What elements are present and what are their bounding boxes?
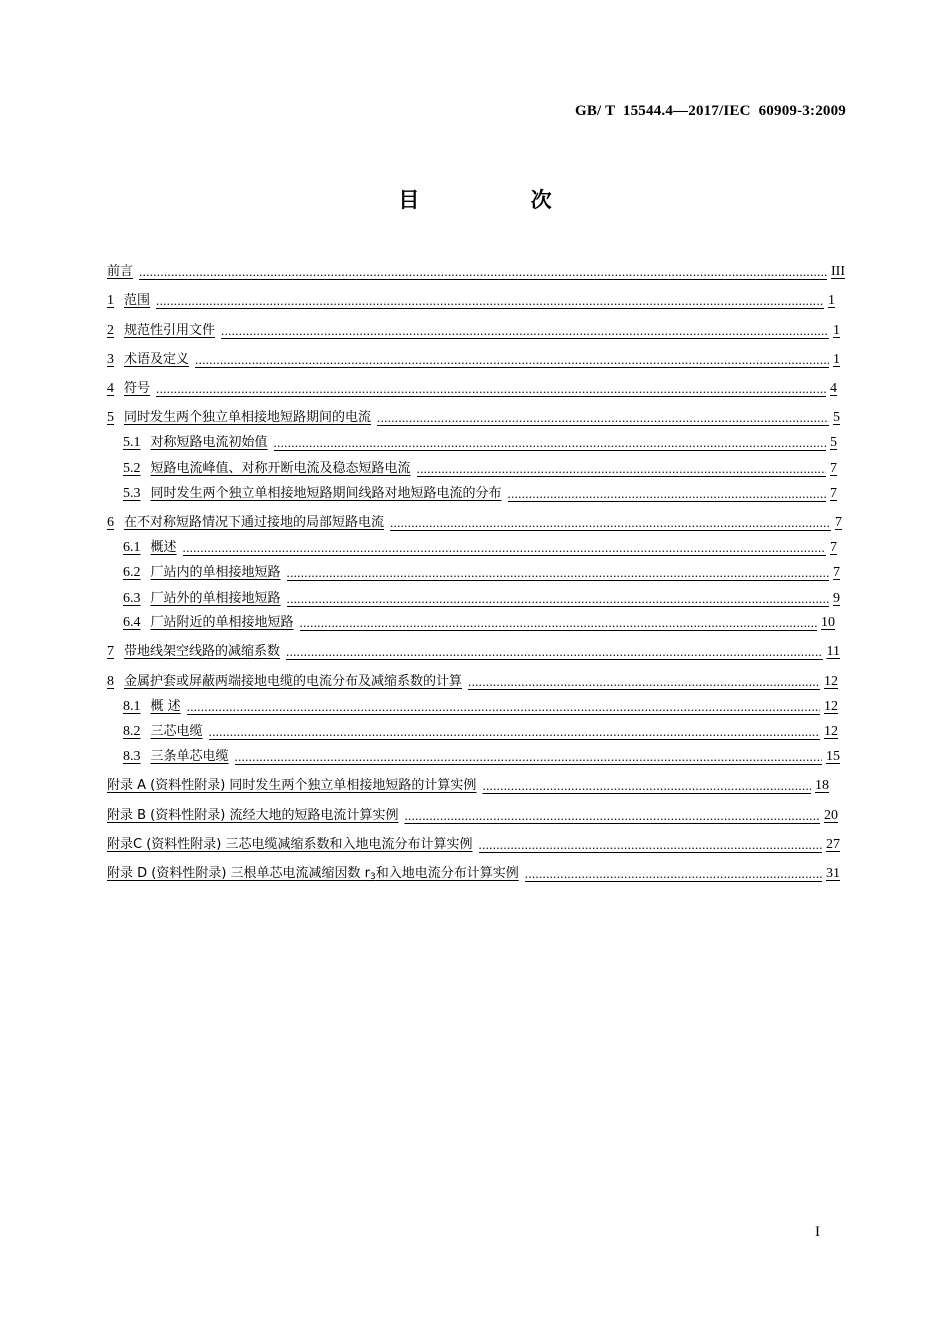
toc-entry-label: 三芯电缆 xyxy=(150,724,203,739)
toc-entry-page: 7 xyxy=(835,515,842,530)
toc-entry-page: 11 xyxy=(826,644,840,659)
toc-entry-6-3[interactable] xyxy=(123,589,840,609)
toc-entry-page: 1 xyxy=(833,323,840,338)
toc-entry-label: 概述 xyxy=(150,540,177,555)
toc-entry-label: 规范性引用文件 xyxy=(124,323,216,338)
toc-entry-label: 术语及定义 xyxy=(124,352,190,367)
toc-entry-page: 18 xyxy=(815,778,829,793)
toc-entry-number: 6.4 xyxy=(123,615,141,630)
toc-entry-page: 5 xyxy=(833,410,840,425)
toc-entry-label: 短路电流峰值、对称开断电流及稳态短路电流 xyxy=(150,461,411,476)
toc-entry-number: 5.1 xyxy=(123,435,141,450)
toc-leader xyxy=(377,408,829,428)
toc-entry-number: 5.3 xyxy=(123,486,141,501)
toc-entry-page: 12 xyxy=(824,674,838,689)
toc-entry-number: 7 xyxy=(107,644,114,659)
toc-entry-page: III xyxy=(831,264,845,279)
toc-entry-label: 附录 B (资料性附录) 流经大地的短路电流计算实例 xyxy=(107,808,399,823)
toc-entry-number: 6 xyxy=(107,515,114,530)
toc-entry-8-2[interactable] xyxy=(123,722,838,742)
toc-leader xyxy=(156,291,824,311)
toc-entry-number: 8.3 xyxy=(123,749,141,764)
toc-entry-number: 5 xyxy=(107,410,114,425)
toc-entry-8-3[interactable] xyxy=(123,747,840,767)
toc-leader xyxy=(300,613,817,633)
toc-entry-label: 同时发生两个独立单相接地短路期间线路对地短路电流的分布 xyxy=(150,486,502,501)
toc-entry-label-rest: 和入地电流分布计算实例 xyxy=(375,866,519,881)
toc-entry-number: 6.1 xyxy=(123,540,141,555)
toc-entry-6-4[interactable] xyxy=(123,613,835,633)
toc-entry-1[interactable] xyxy=(107,291,835,311)
toc-entry-page: 12 xyxy=(824,699,838,714)
toc-entry-6-2[interactable] xyxy=(123,563,840,583)
toc-entry-page: 1 xyxy=(833,352,840,367)
toc-entry-page: 27 xyxy=(826,837,840,852)
toc-entry-label-subscript: 3 xyxy=(370,872,376,882)
toc-entry-annex-c[interactable] xyxy=(107,835,840,855)
toc-entry-annex-a[interactable] xyxy=(107,776,829,796)
toc-entry-page: 7 xyxy=(830,461,837,476)
toc-leader xyxy=(404,806,820,826)
toc-entry-8-1[interactable] xyxy=(123,697,838,717)
toc-entry-5-3[interactable] xyxy=(123,484,837,504)
toc-leader xyxy=(482,776,811,796)
page-number: I xyxy=(815,1224,820,1240)
toc-entry-label: 厂站附近的单相接地短路 xyxy=(150,615,294,630)
toc-leader xyxy=(139,262,827,282)
toc-entry-page: 31 xyxy=(826,866,840,881)
toc-entry-label: 在不对称短路情况下通过接地的局部短路电流 xyxy=(124,515,385,530)
toc-entry-label: 对称短路电流初始值 xyxy=(150,435,268,450)
toc-leader xyxy=(286,642,823,662)
toc-entry-number: 8.1 xyxy=(123,699,141,714)
toc-entry-6-1[interactable] xyxy=(123,538,837,558)
toc-leader xyxy=(156,379,826,399)
toc-entry-number: 5.2 xyxy=(123,461,141,476)
toc-leader xyxy=(525,864,822,884)
toc-leader xyxy=(287,589,829,609)
toc-entry-label-main: 附录 D (资料性附录) 三根单芯电流减缩因数 r xyxy=(107,866,371,881)
toc-entry-label: 厂站内的单相接地短路 xyxy=(150,565,281,580)
toc-entry-5-2[interactable] xyxy=(123,459,837,479)
toc-entry-page: 10 xyxy=(821,615,835,630)
toc-entry-number: 2 xyxy=(107,323,114,338)
toc-entry-page: 5 xyxy=(830,435,837,450)
toc-entry-label: 金属护套或屏蔽两端接地电缆的电流分布及减缩系数的计算 xyxy=(124,674,463,689)
toc-entry-page: 4 xyxy=(830,381,837,396)
toc-entry-annex-d[interactable] xyxy=(107,864,840,884)
toc-leader xyxy=(183,538,826,558)
toc-leader xyxy=(195,350,829,370)
toc-leader xyxy=(417,459,826,479)
toc-leader xyxy=(235,747,822,767)
toc-entry-page: 7 xyxy=(830,486,837,501)
toc-leader xyxy=(221,321,829,341)
toc-leader xyxy=(274,433,826,453)
toc-entry-4[interactable] xyxy=(107,379,837,399)
toc-entry-6[interactable] xyxy=(107,513,842,533)
toc-entry-8[interactable] xyxy=(107,672,838,692)
toc-entry-label: 附录 A (资料性附录) 同时发生两个独立单相接地短路的计算实例 xyxy=(107,778,477,793)
toc-entry-number: 1 xyxy=(107,293,114,308)
toc-entry-annex-b[interactable] xyxy=(107,806,838,826)
toc-entry-label xyxy=(107,864,519,884)
toc-entry-foreword[interactable] xyxy=(107,262,845,282)
toc-entry-2[interactable] xyxy=(107,321,840,341)
toc-entry-page: 15 xyxy=(826,749,840,764)
toc-entry-page: 1 xyxy=(828,293,835,308)
toc-leader xyxy=(209,722,820,742)
toc-entry-label: 三条单芯电缆 xyxy=(150,749,229,764)
toc-entry-number: 3 xyxy=(107,352,114,367)
toc-leader xyxy=(187,697,820,717)
toc-entry-page: 9 xyxy=(833,591,840,606)
toc-entry-5-1[interactable] xyxy=(123,433,837,453)
toc-entry-page: 7 xyxy=(830,540,837,555)
toc-entry-label: 带地线架空线路的减缩系数 xyxy=(124,644,281,659)
toc-entry-label: 概 述 xyxy=(150,699,181,714)
toc-leader xyxy=(508,484,826,504)
toc-entry-label: 符号 xyxy=(124,381,151,396)
toc-entry-3[interactable] xyxy=(107,350,840,370)
toc-entry-page: 12 xyxy=(824,724,838,739)
standard-number: GB/ T 15544.4—2017/IEC 60909-3:2009 xyxy=(574,103,846,119)
toc-entry-number: 8.2 xyxy=(123,724,141,739)
toc-entry-number: 8 xyxy=(107,674,114,689)
toc-leader xyxy=(390,513,831,533)
toc-entry-5[interactable] xyxy=(107,408,840,428)
toc-entry-page: 7 xyxy=(833,565,840,580)
toc-entry-label: 范围 xyxy=(124,293,151,308)
toc-entry-number: 6.2 xyxy=(123,565,141,580)
toc-entry-label: 附录C (资料性附录) 三芯电缆减缩系数和入地电流分布计算实例 xyxy=(107,837,473,852)
toc-entry-label: 前言 xyxy=(107,264,134,279)
toc-leader xyxy=(287,563,829,583)
toc-entry-page: 20 xyxy=(824,808,838,823)
toc-leader xyxy=(468,672,820,692)
toc-leader xyxy=(479,835,823,855)
toc-entry-label: 厂站外的单相接地短路 xyxy=(150,591,281,606)
toc-entry-label: 同时发生两个独立单相接地短路期间的电流 xyxy=(124,410,372,425)
toc-title: 目 次 xyxy=(398,188,604,212)
toc-entry-number: 4 xyxy=(107,381,114,396)
toc-entry-7[interactable] xyxy=(107,642,840,662)
toc-entry-number: 6.3 xyxy=(123,591,141,606)
